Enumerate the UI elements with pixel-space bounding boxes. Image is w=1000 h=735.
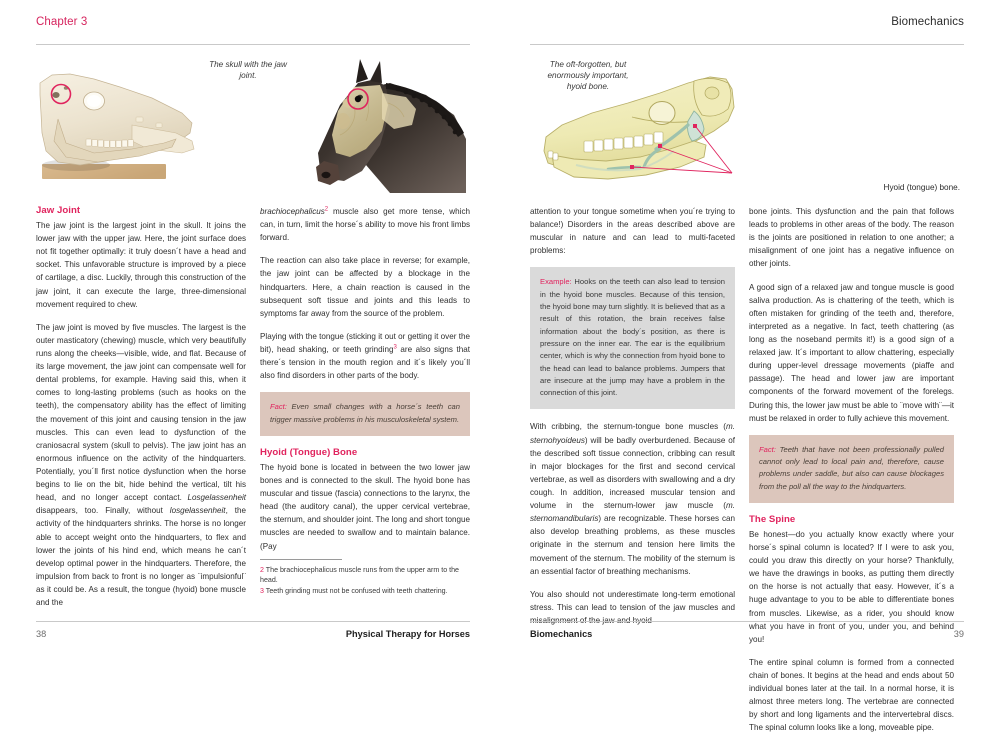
- footnote-3: [260, 586, 470, 597]
- left-page: [0, 0, 500, 663]
- right-section-title: Biomechanics: [530, 629, 593, 639]
- example-box-tag: Example:: [540, 277, 572, 287]
- paragraph-emotional-stress: You also should not underestimate long-term emotional stress. This can lead to tension of the jaw muscles and misalignment of the jaw and hyoid: [530, 589, 735, 625]
- term-sternohyoideus: m. sternohyoideus: [530, 422, 735, 445]
- chapter-label: Chapter 3: [36, 16, 88, 28]
- section-heading-hyoid-bone: Hyoid (Tongue) Bone: [260, 446, 358, 458]
- p2-text-a-right: With cribbing, the sternum-tongue bone muscles (: [530, 422, 726, 432]
- section-heading-the-spine: The Spine: [749, 513, 796, 525]
- paragraph-reverse-reaction: The reaction can also take place in reverse; for example, the jaw joint can be affected by a blockage in the hindquarters. Here, a chain reaction is caused in the subsequent soft tissue and joints and this leads to symptoms far away from the source of the problem.: [260, 256, 470, 318]
- footnote-3-text: Teeth grinding must not be confused with teeth chattering.: [265, 586, 448, 595]
- p2-text-a: The jaw joint is moved by five muscles. The largest is the outer masticatory (chewing) muscle, which very beautifully runs along the cheeks—visible, wide, and flat. Because of its large movement, the jaw joint can compensate well for dental problems, for example. Having said this, when it comes to long-lasting problems (such as hooks on the teeth), the compensatory ability has the effect of limiting the movement of this joint and causing tension in the jaw muscles. This can even lead to dysfunction of the craniosacral system (skull to pelvis). The jaw joint has an enormous influence on the activity of the hindquarters. Potentially, you´ll first notice dysfunction when the horse begins to lie on the bit, hide behind the vertical, tilt his head, and no longer accept contact.: [36, 322, 246, 503]
- paragraph-brachiocephalicus: [260, 205, 470, 244]
- right-page: [500, 0, 1000, 733]
- term-brachiocephalicus: brachiocephalicus: [260, 207, 325, 216]
- p5-text-b: are also signs that there´s tension in the mouth region and it´s likely you´ll also find disorders in other parts of the body.: [260, 344, 471, 381]
- right-page-footer: [530, 621, 964, 639]
- fact-box-text: Even small changes with a horse´s teeth can trigger massive problems in his musculoskeletal system.: [270, 402, 460, 424]
- figure-caption-hyoid: The oft-forgotten, but enormously important, hyoid bone.: [547, 60, 629, 92]
- footnote-ref-2: 2: [324, 206, 329, 213]
- fact-box-right-tag: Fact:: [759, 444, 776, 454]
- fact-box-right-text: Teeth that have not been professionally pulled cannot only lead to local pain and, therefore, cause problems under saddle, but also can cause blockages from the poll all the way to the hindquarters.: [759, 444, 944, 491]
- right-running-head: [530, 0, 964, 44]
- horse-skull-photo: [36, 61, 196, 185]
- fact-box-right: [749, 435, 954, 503]
- paragraph-tongue-play: [260, 330, 470, 382]
- paragraph-jaw-joint-2: [36, 321, 246, 609]
- paragraph-spine-2: The entire spinal column is formed from a connected chain of bones. It begins at the head and ends about 50 individual bones later at the tail. In a normal horse, it is almost three meters long. The vertebrae are connected by short and long ligaments and the intervertebral discs. The spinal column looks like a long, moveable pipe.: [749, 657, 954, 733]
- example-box: [530, 267, 735, 409]
- right-page-columns: [530, 205, 964, 735]
- fact-box-tag: Fact:: [270, 402, 287, 412]
- right-folio: 39: [953, 629, 964, 639]
- p2-text-b: disappears, too. Finally, without: [36, 506, 170, 516]
- horse-head-photo: [294, 53, 466, 193]
- left-column-1: [36, 205, 246, 619]
- left-page-footer: [36, 621, 470, 639]
- paragraph-spine-1: Be honest—do you actually know exactly where your horse´s spinal column is located? If I were to ask you, could you draw this directly on your horse? Thankfully, we have the drawings in books, as putting them directly on the horse is not actually that easy. However, it´s a huge advantage to you to be able to differentiate bones from muscles. Likewise, as a rider, you should know what you have in front of you, under you, and behind you!: [749, 529, 954, 644]
- paragraph-bone-joints: bone joints. This dysfunction and the pain that follows leads to problems in other areas of the body. The reason is the joints are positioned in relation to one another; a misalignment of one joint has a negative influence on other joints.: [749, 207, 954, 269]
- term-sternomandibularis: m. sternomandibularis: [530, 501, 735, 524]
- example-box-text: Hooks on the teeth can also lead to tension in the hyoid bone muscles. Because of this tension, the hyoid bone may turn slightly. It is believed that as a result of this rotation, the brain receives false information about the body´s position, as there is pressure on the inner ear. The ear is the equilibrium center, which is why the connection from hyoid bone to the head can lead to balance problems. Jumpers that are insecure at the jump may have a problem in the connection of this joint.: [540, 277, 725, 398]
- book-title: Physical Therapy for Horses: [345, 629, 470, 639]
- section-label: Biomechanics: [891, 16, 964, 28]
- p2-italic-2: losgelassenheit: [169, 506, 226, 516]
- footnote-2-text: The brachiocephalicus muscle runs from the upper arm to the head.: [260, 565, 459, 585]
- footnote-ref-3: 3: [393, 344, 397, 351]
- right-figure-row: [530, 53, 964, 193]
- p2-text-c: , the activity of the hindquarters shrinks. The horse is no longer able to accept weight onto the hindquarters, to flex and lower the joints of his hind end, which means he can´t develop optimal power in the hindquarters. Therefore, the impulsion from back to front is no longer as ¨impulsionful¨ as it could be. As a result, the tongue (hyoid) bone muscle and the: [36, 506, 246, 608]
- figure-label-hyoid-bone: Hyoid (tongue) bone.: [883, 182, 960, 192]
- paragraph-hyoid-bone: The hyoid bone is located in between the two lower jaw bones and is connected to the skull. The hyoid bone has muscular and tissue (fascia) connections to the larynx, the head (the auditory canal), the upper cervical vertebrae, the sternum, and shoulder joint. The long and short tongue muscles are needed to swallow and to maintain balance. (Pay: [260, 462, 470, 551]
- footnote-block: [260, 559, 470, 597]
- paragraph-jaw-joint-1: The jaw joint is the largest joint in the skull. It joins the lower jaw with the upper jaw. Here, the joint surface does not fit together optimally: it truly doesn´t have a head and socket. This unfavorable structure is improved by a piece of cartilage, a disc. Luckily, through this construction of the jaw joint, it can execute the large, three-dimensional movement required to chew.: [36, 221, 246, 309]
- left-page-columns: [36, 205, 470, 619]
- right-column-2: [749, 205, 954, 735]
- left-column-2: [260, 205, 470, 619]
- right-header-rule: [530, 44, 964, 45]
- figure-caption-skull: The skull with the jaw joint.: [209, 60, 287, 81]
- footnote-2-num: 2: [260, 565, 264, 574]
- p3-rest: muscle also get more tense, which can, in turn, limit the horse´s ability to move his front limbs forward.: [260, 207, 470, 243]
- left-header-rule: [36, 44, 470, 45]
- paragraph-cribbing: [530, 420, 735, 577]
- right-column-1: [530, 205, 735, 735]
- left-folio: 38: [36, 629, 47, 639]
- left-running-head: [36, 0, 470, 44]
- paragraph-attention-tongue: attention to your tongue sometime when you´re trying to balance!) Disorders in the areas described above are muscular in nature and can lead to multi-faceted problems:: [530, 207, 735, 256]
- p2-italic-1: Losgelassenheit: [187, 493, 246, 503]
- fact-box-left: [260, 392, 470, 436]
- p2-text-c-right: ) are recognizable. These horses can also develop breathing problems, as these muscles originate in the sternum and tension here limits the movement of the sternum. The mobility of the sternum is an essential factor of breathing mechanisms.: [530, 514, 735, 576]
- footnote-2: [260, 565, 470, 586]
- p5-text-a: Playing with the tongue (sticking it out or getting it over the bit), head shaking, or teeth grinding: [260, 331, 470, 354]
- paragraph-relaxed-jaw: A good sign of a relaxed jaw and tongue muscle is good saliva production. As is chattering of the teeth, which is often mistaken for grinding of the teeth and, therefore, interpreted as a negative. In fact, teeth chattering (as long as the noseband permits it!) is a good sign of a relaxed jaw. It´s important to allow chattering, especially during upper-level dressage movements (piaffe and passage). The head and lower jaw are important components of the forward movement of the forelegs. During this, the lower jaw must be able to ¨move with¨—it must be relaxed in order to fully achieve this movement.: [749, 282, 954, 423]
- footnote-3-num: 3: [260, 586, 264, 595]
- left-figure-row: [36, 53, 470, 193]
- section-heading-jaw-joint: Jaw Joint: [36, 205, 81, 216]
- p2-text-b-right: ) will be badly overburdened. Because of the described soft tissue connection, cribbing can result in major blockages for the first and second cervical vertebrae, as well as disorders with swallowing and a dry cough. In addition, increased muscular tension and volume in the sternum-lower jaw muscle (: [530, 435, 735, 511]
